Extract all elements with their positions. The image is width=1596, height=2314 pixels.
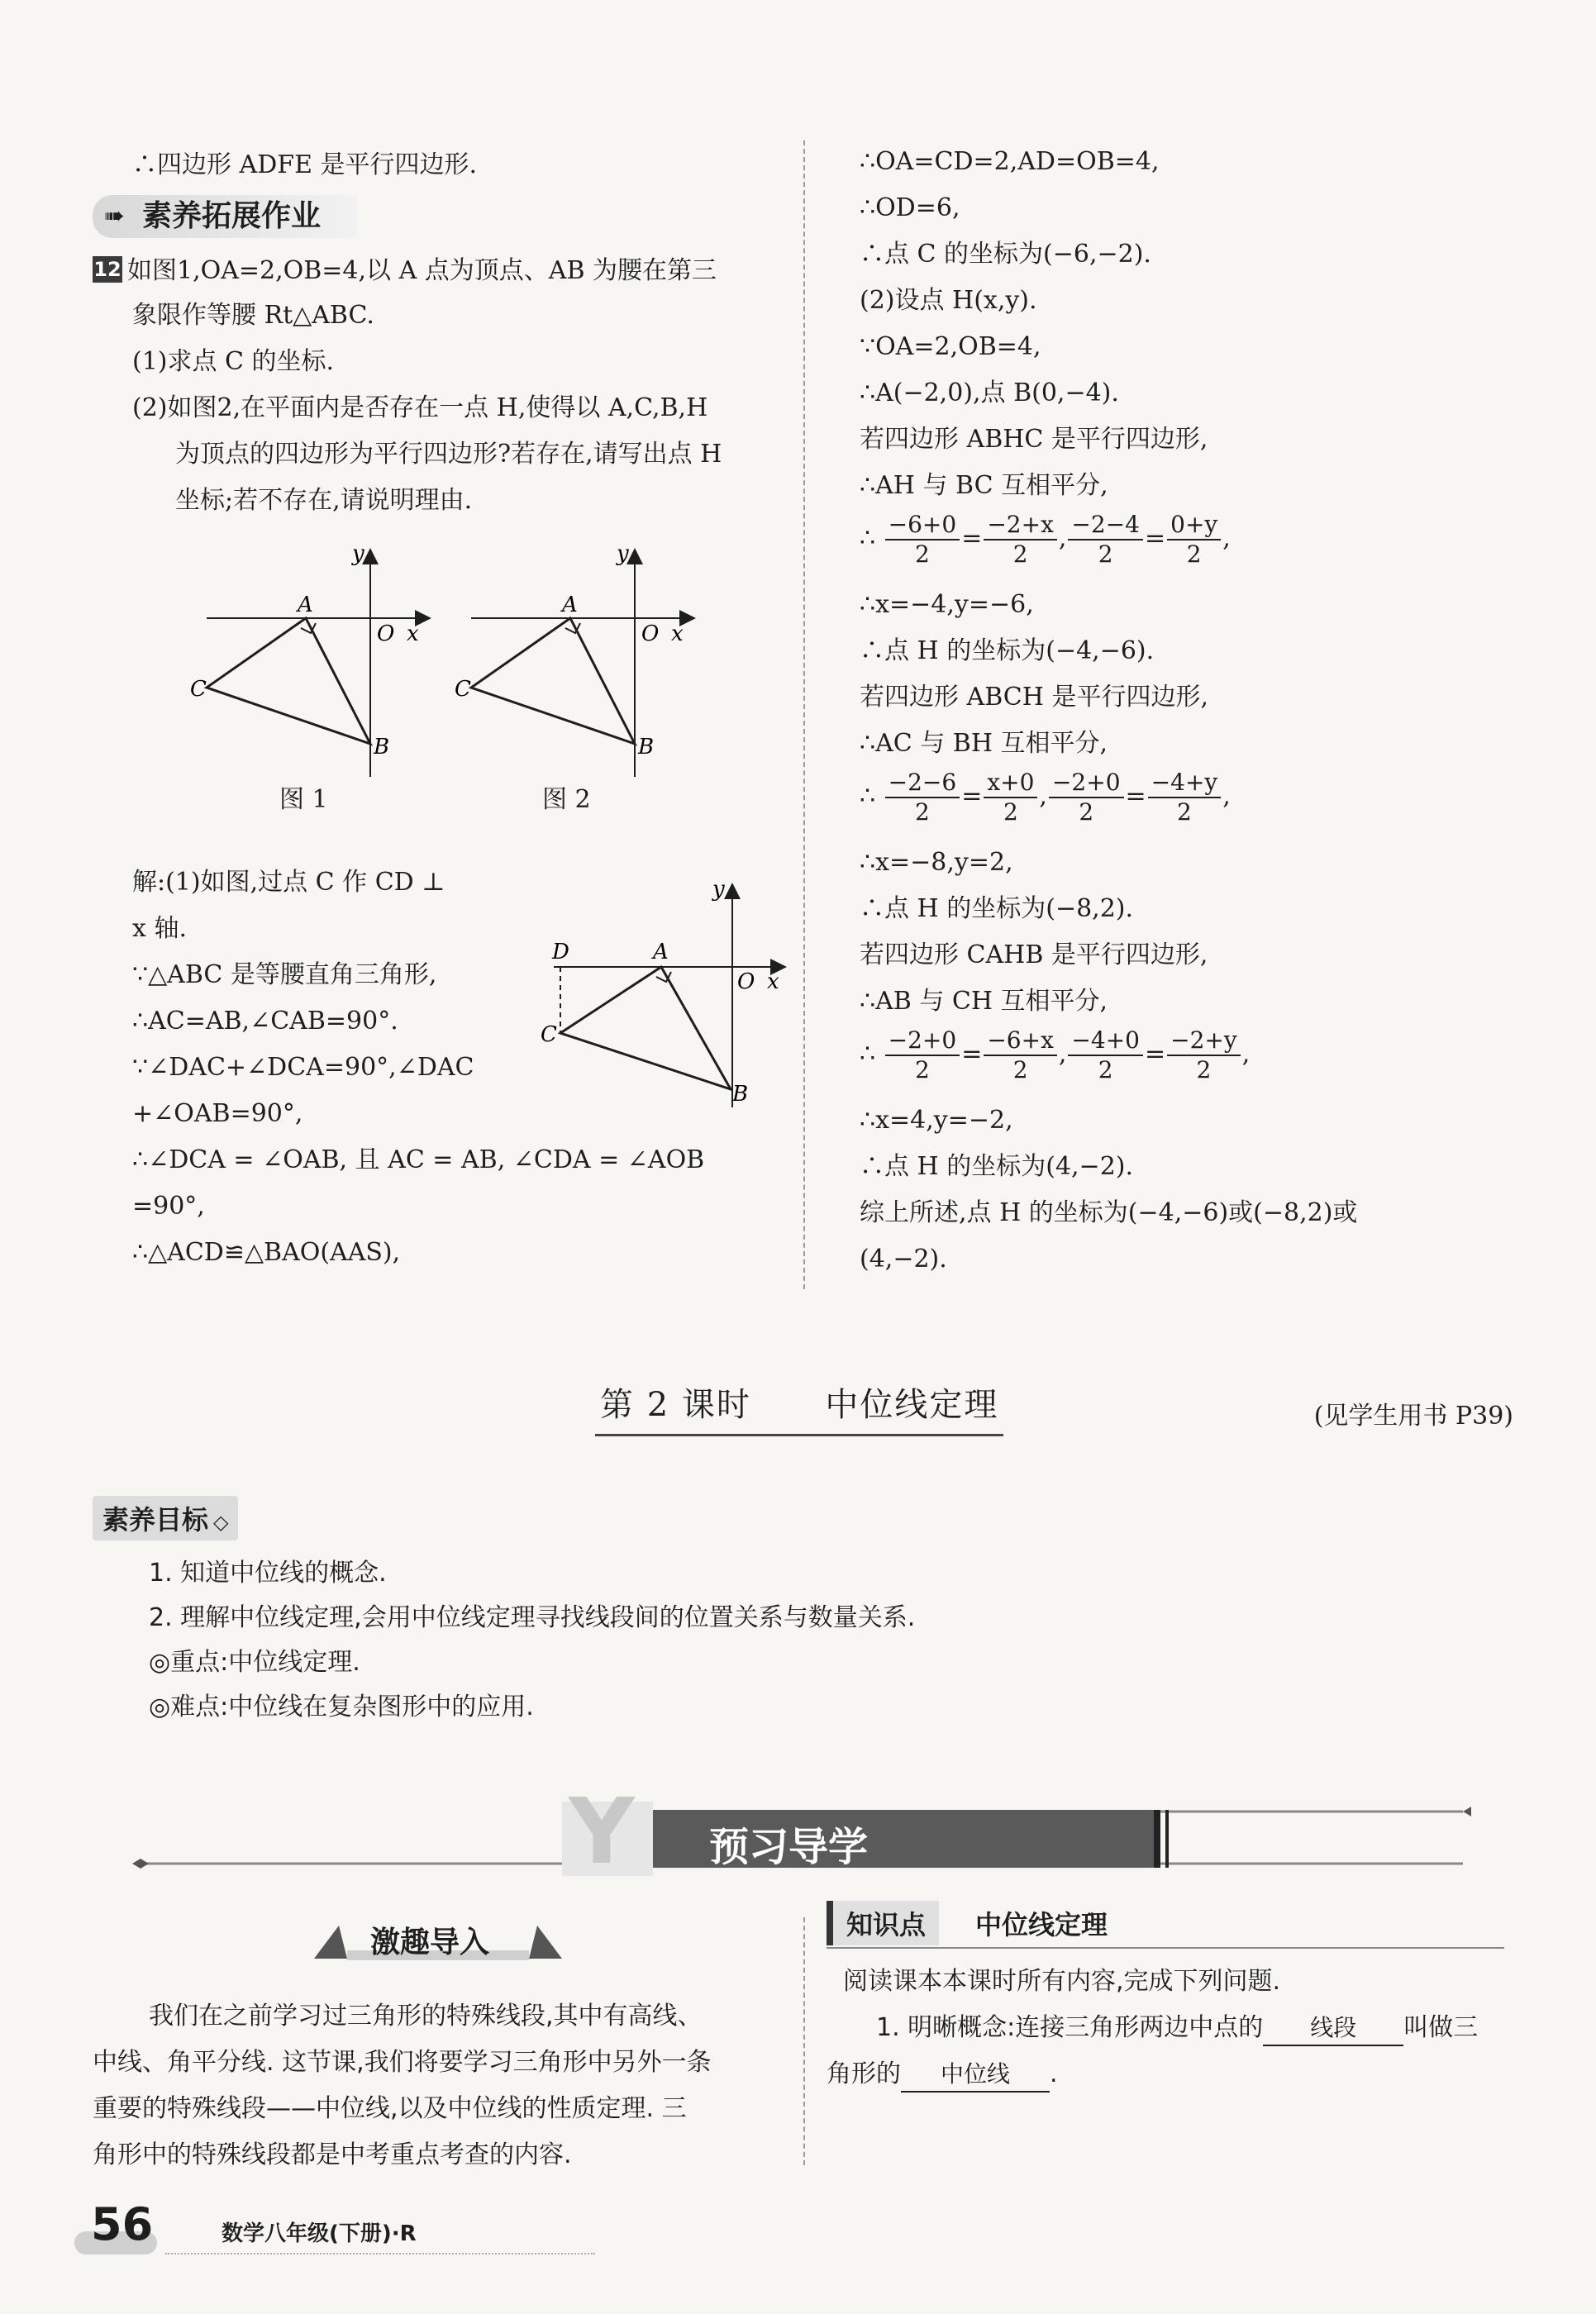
solution-line: ∴∠DCA = ∠OAB, 且 AC = AB, ∠CDA = ∠AOB — [132, 1145, 705, 1174]
solution-line: +∠OAB=90°, — [132, 1099, 303, 1128]
knowledge-point-tag: 知识点 — [827, 1901, 939, 1945]
question-line: (1)求点 C 的坐标. — [132, 347, 335, 376]
question-line: 象限作等腰 Rt△ABC. — [132, 301, 374, 330]
solution-line: x 轴. — [132, 914, 187, 943]
question-line: 坐标;若不存在,请说明理由. — [175, 486, 473, 515]
solution-line: =90°, — [132, 1192, 205, 1221]
solution-line: ∴△ACD≌△BAO(AAS), — [132, 1238, 401, 1267]
label-y: y — [352, 541, 364, 566]
label-b: B — [638, 735, 655, 759]
solution-line: ∴A(−2,0),点 B(0,−4). — [860, 379, 1119, 407]
solution-figure — [537, 876, 793, 1116]
book-title: 数学八年级(下册)·R — [222, 2221, 417, 2246]
goals-tag: 素养目标 ◇ — [93, 1496, 238, 1540]
solution-line: ∴OA=CD=2,AD=OB=4, — [860, 147, 1160, 176]
lesson-reference: (见学生用书 P39) — [1313, 1402, 1513, 1431]
text-line: ∴四边形 ADFE 是平行四边形. — [132, 150, 478, 179]
solution-line: ∴x=4,y=−2, — [860, 1106, 1013, 1135]
solution-line: ∴AC 与 BH 互相平分, — [860, 729, 1108, 758]
solution-line: 解:(1)如图,过点 C 作 CD ⊥ — [132, 868, 445, 897]
diamond-icon: ◇ — [213, 1511, 229, 1534]
solution-line: ∴点 C 的坐标为(−6,−2). — [860, 240, 1151, 269]
label-y: y — [712, 877, 725, 902]
label-x: x — [407, 621, 419, 646]
column-divider — [803, 1917, 805, 2165]
knowledge-point-title: 中位线定理 — [975, 1909, 1108, 1940]
solution-line: 综上所述,点 H 的坐标为(−4,−6)或(−8,2)或 — [860, 1198, 1358, 1227]
goal-line: ◎重点:中位线定理. — [149, 1648, 360, 1677]
label-b: B — [732, 1082, 749, 1107]
solution-line: ∴AB 与 CH 互相平分, — [860, 987, 1108, 1016]
label-o: O — [377, 621, 395, 646]
figure-2 — [455, 541, 694, 777]
intro-line: 重要的特殊线段——中位线,以及中位线的性质定理. 三 — [93, 2094, 687, 2123]
kp-line: 角形的 中位线 . — [827, 2058, 1058, 2093]
label-x: x — [671, 621, 684, 646]
column-divider — [803, 140, 805, 1289]
equation-2: ∴ $\frac{-2-6}{2}$ = $\frac{x+0}{2}$ , $\frac{-2+0}{2}$ = $\frac{-4+y}{2}$ , — [860, 769, 1231, 826]
label-o: O — [737, 969, 755, 994]
lesson-number: 第 2 课时 — [600, 1386, 751, 1424]
footer-rule — [165, 2253, 595, 2254]
question-line — [93, 255, 717, 288]
equation-1: ∴ $\frac{-6+0}{2}$ = $\frac{-2+x}{2}$ , $\frac{-2-4}{2}$ = $\frac{0+y}{2}$ , — [860, 511, 1231, 568]
label-o: O — [641, 621, 660, 646]
intro-line: 中线、角平分线. 这节课,我们将要学习三角形中另外一条 — [93, 2048, 712, 2077]
solution-line: ∴点 H 的坐标为(4,−2). — [860, 1152, 1134, 1181]
banner-title: 预习导学 — [709, 1824, 869, 1870]
kp-line: 1. 明晰概念:连接三角形两边中点的 线段 叫做三 — [876, 2012, 1478, 2046]
label-y: y — [617, 541, 629, 566]
solution-line: ∵∠DAC+∠DCA=90°,∠DAC — [132, 1053, 474, 1082]
banner-letter: Y — [569, 1778, 635, 1884]
equation-3: ∴ $\frac{-2+0}{2}$ = $\frac{-6+x}{2}$ , $\frac{-4+0}{2}$ = $\frac{-2+y}{2}$ , — [860, 1026, 1251, 1083]
lesson-title — [595, 1378, 1003, 1436]
section-tag — [93, 195, 357, 238]
solution-line: ∴点 H 的坐标为(−8,2). — [860, 894, 1134, 923]
kp-line: 阅读课本本课时所有内容,完成下列问题. — [843, 1967, 1281, 1996]
solution-line: ∴AC=AB,∠CAB=90°. — [132, 1007, 398, 1036]
lesson-name: 中位线定理 — [825, 1386, 999, 1424]
label-c: C — [455, 677, 471, 702]
solution-line: ∴x=−4,y=−6, — [860, 590, 1034, 619]
solution-line: ∴OD=6, — [860, 193, 960, 222]
fun-intro-title: 激趣导入 — [370, 1926, 490, 1959]
solution-line: ∴点 H 的坐标为(−4,−6). — [860, 636, 1155, 665]
label-x: x — [767, 969, 779, 994]
goal-line: ◎难点:中位线在复杂图形中的应用. — [149, 1693, 534, 1721]
question-number: 12 — [93, 258, 121, 281]
solution-line: 若四边形 ABCH 是平行四边形, — [860, 683, 1208, 712]
intro-line: 角形中的特殊线段都是中考重点考查的内容. — [93, 2140, 572, 2169]
label-c: C — [541, 1022, 557, 1047]
intro-line: 我们在之前学习过三角形的特殊线段,其中有高线、 — [149, 2002, 703, 2031]
page-number: 56 — [91, 2198, 154, 2250]
solution-line: (2)设点 H(x,y). — [860, 286, 1037, 315]
figure-1 — [190, 541, 430, 777]
label-c: C — [190, 677, 207, 702]
solution-line: 若四边形 CAHB 是平行四边形, — [860, 940, 1208, 969]
label-a: A — [298, 593, 313, 617]
solution-line: 若四边形 ABHC 是平行四边形, — [860, 425, 1208, 454]
goal-line: 1. 知道中位线的概念. — [149, 1559, 387, 1588]
label-a: A — [653, 940, 669, 964]
figures-svg — [190, 537, 785, 802]
solution-line: ∵△ABC 是等腰直角三角形, — [132, 960, 437, 989]
figure-2-caption: 图 2 — [542, 785, 591, 814]
solution-line: (4,−2). — [860, 1245, 947, 1274]
figure-1-caption: 图 1 — [279, 785, 328, 814]
label-d: D — [552, 940, 569, 964]
section-tag-label: 素养拓展作业 — [142, 199, 322, 233]
divider — [827, 1947, 1504, 1949]
solution-line: ∵OA=2,OB=4, — [860, 332, 1041, 361]
label-a: A — [562, 593, 578, 617]
question-line: (2)如图2,在平面内是否存在一点 H,使得以 A,C,B,H — [132, 393, 708, 422]
arrow-icon: ➠ — [104, 202, 126, 231]
question-line: 为顶点的四边形为平行四边形?若存在,请写出点 H — [175, 440, 722, 469]
label-b: B — [374, 735, 390, 759]
answer-blank[interactable]: 线段 — [1263, 2012, 1403, 2046]
goal-line: 2. 理解中位线定理,会用中位线定理寻找线段间的位置关系与数量关系. — [149, 1603, 916, 1632]
solution-line: ∴AH 与 BC 互相平分, — [860, 471, 1108, 500]
question-text: 如图1,OA=2,OB=4,以 A 点为顶点、AB 为腰在第三 — [127, 256, 717, 285]
answer-blank[interactable]: 中位线 — [901, 2058, 1050, 2093]
solution-line: ∴x=−8,y=2, — [860, 848, 1013, 877]
